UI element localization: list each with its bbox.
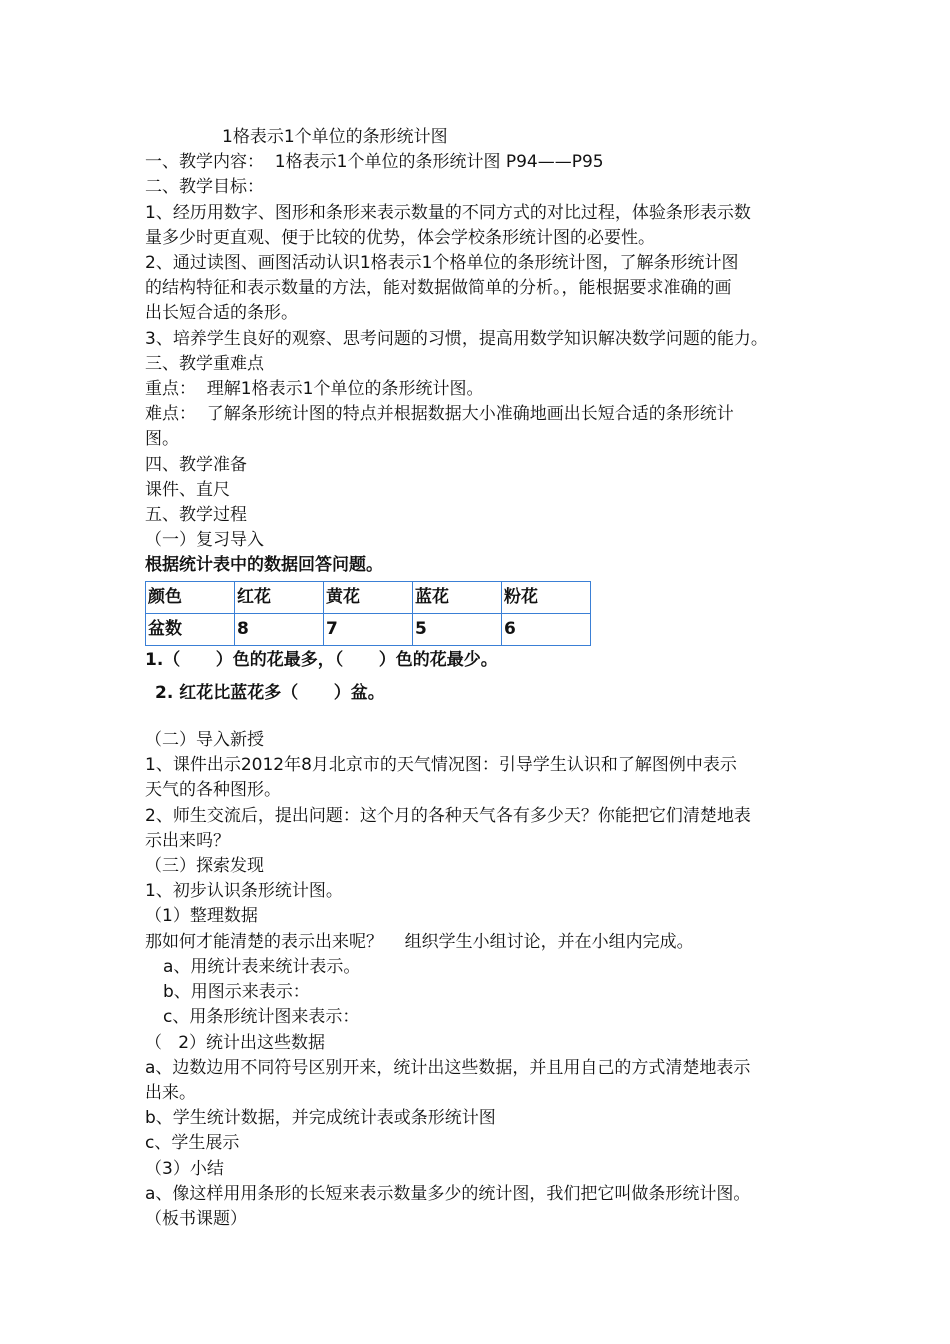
text-line: （板书课题）	[145, 1208, 247, 1229]
table-cell: 7	[324, 613, 413, 645]
text-line: 出来。	[145, 1082, 196, 1103]
question-1: 1.（ ）色的花最多，（ ）色的花最少。	[145, 649, 498, 670]
text-line: 难点： 了解条形统计图的特点并根据数据大小准确地画出长短合适的条形统计	[145, 404, 734, 425]
table-cell: 红花	[235, 581, 324, 613]
text-line: 2、通过读图、画图活动认识1格表示1个格单位的条形统计图，了解条形统计图	[145, 253, 739, 274]
text-line: （一）复习导入	[145, 530, 264, 551]
text-line: 四、教学准备	[145, 454, 247, 475]
sub-item: a、用统计表来统计表示。	[163, 956, 361, 977]
text-line: 示出来吗？	[145, 830, 230, 851]
text-line: 3、培养学生良好的观察、思考问题的习惯，提高用数学知识解决数学问题的能力。	[145, 328, 768, 349]
document-page	[145, 125, 835, 1232]
sub-item: b、用图示来表示：	[163, 982, 310, 1003]
text-line: （3）小结	[145, 1158, 224, 1179]
table-cell: 黄花	[324, 581, 413, 613]
text-line: 二、教学目标：	[145, 177, 264, 198]
sub-item: c、用条形统计图来表示：	[163, 1007, 360, 1028]
spacer	[145, 706, 835, 728]
table-cell: 粉花	[502, 581, 591, 613]
flower-table	[145, 581, 591, 646]
document-title: 1格表示1个单位的条形统计图	[222, 127, 448, 147]
text-line: （ 2）统计出这些数据	[145, 1032, 326, 1053]
text-line: 天气的各种图形。	[145, 780, 281, 801]
text-line: （三）探索发现	[145, 856, 264, 877]
table-cell: 6	[502, 613, 591, 645]
table-cell: 5	[413, 613, 502, 645]
text-line: 重点： 理解1格表示1个单位的条形统计图。	[145, 379, 484, 400]
table-cell: 8	[235, 613, 324, 645]
text-line: 的结构特征和表示数量的方法，能对数据做简单的分析。，能根据要求准确的画	[145, 278, 732, 299]
text-line: a、像这样用用条形的长短来表示数量多少的统计图，我们把它叫做条形统计图。	[145, 1183, 751, 1204]
text-line: b、学生统计数据，并完成统计表或条形统计图	[145, 1108, 496, 1129]
text-line: 量多少时更直观、便于比较的优势，体会学校条形统计图的必要性。	[145, 227, 655, 248]
text-line: c、学生展示	[145, 1133, 240, 1154]
table-cell: 蓝花	[413, 581, 502, 613]
text-line: 1、初步认识条形统计图。	[145, 881, 343, 902]
table-cell: 颜色	[146, 581, 235, 613]
question-2: 2. 红花比蓝花多（ ）盆。	[155, 682, 385, 703]
review-heading: 根据统计表中的数据回答问题。	[145, 555, 383, 576]
text-line: 课件、直尺	[145, 479, 230, 500]
text-line: 1、经历用数字、图形和条形来表示数量的不同方式的对比过程，体验条形表示数	[145, 202, 751, 223]
text-line: 三、教学重难点	[145, 353, 264, 374]
text-line: 五、教学过程	[145, 505, 247, 526]
text-line: （二）导入新授	[145, 730, 264, 751]
table-cell: 盆数	[146, 613, 235, 645]
text-line: 1、课件出示2012年8月北京市的天气情况图：引导学生认识和了解图例中表示	[145, 755, 737, 776]
text-line: （1）整理数据	[145, 906, 258, 927]
text-line: 那如何才能清楚的表示出来呢？ 组织学生小组讨论，并在小组内完成。	[145, 931, 694, 952]
text-line: 一、教学内容： 1格表示1个单位的条形统计图 P94——P95	[145, 152, 604, 173]
text-line: 2、师生交流后，提出问题：这个月的各种天气各有多少天？你能把它们清楚地表	[145, 805, 751, 826]
table-row	[146, 613, 591, 645]
text-line: a、边数边用不同符号区别开来，统计出这些数据，并且用自己的方式清楚地表示	[145, 1057, 751, 1078]
text-line: 出长短合适的条形。	[145, 303, 298, 324]
text-line: 图。	[145, 429, 179, 450]
table-header-row	[146, 581, 591, 613]
